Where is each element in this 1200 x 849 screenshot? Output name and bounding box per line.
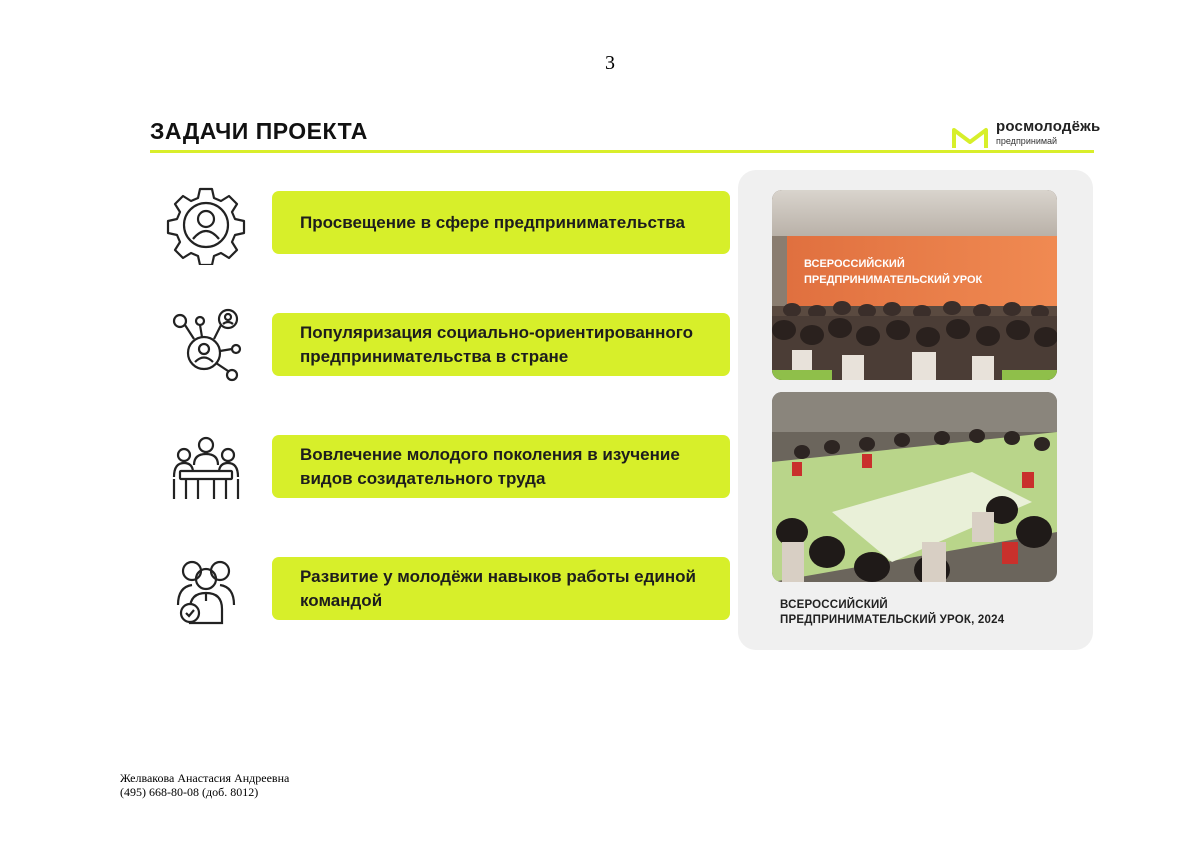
footer-phone: (495) 668-80-08 (доб. 8012) xyxy=(120,785,259,799)
task-item xyxy=(160,191,735,256)
gear-person-icon xyxy=(166,185,246,265)
task-card: Просвещение в сфере предпринимательства xyxy=(272,191,730,254)
photo-caption xyxy=(780,598,1060,628)
task-card: Вовлечение молодого поколения в изучение видов созидательного труда xyxy=(272,435,730,498)
task-item xyxy=(160,435,735,500)
logo-name: росмолодёжь xyxy=(996,118,1101,135)
photo-caption-line-2: ПРЕДПРИНИМАТЕЛЬСКИЙ УРОК, 2024 xyxy=(780,614,1005,626)
task-card: Популяризация социально-ориентированного предпринимательства в стране xyxy=(272,313,730,376)
event-photo-1 xyxy=(772,190,1057,380)
event-photo-2 xyxy=(772,392,1057,582)
page-number: 3 xyxy=(605,52,615,74)
screen-text-2: ПРЕДПРИНИМАТЕЛЬСКИЙ УРОК xyxy=(804,274,983,286)
photo-panel xyxy=(738,170,1093,650)
screen-text-1: ВСЕРОССИЙСКИЙ xyxy=(804,258,905,270)
network-people-icon xyxy=(166,307,246,387)
logo-tagline: предпринимай xyxy=(996,136,1058,146)
footer-name: Желвакова Анастасия Андреевна xyxy=(120,771,290,785)
slide-title: ЗАДАЧИ ПРОЕКТА xyxy=(150,118,368,144)
logo-m-icon xyxy=(952,124,988,152)
logo xyxy=(952,118,1100,152)
task-card: Развитие у молодёжи навыков работы единой командой xyxy=(272,557,730,620)
photo-caption-line-1: ВСЕРОССИЙСКИЙ xyxy=(780,599,888,611)
footer-contact xyxy=(120,771,289,799)
team-badge-icon xyxy=(166,551,246,631)
task-item xyxy=(160,313,735,378)
task-item xyxy=(160,557,735,622)
meeting-table-icon xyxy=(166,429,246,509)
